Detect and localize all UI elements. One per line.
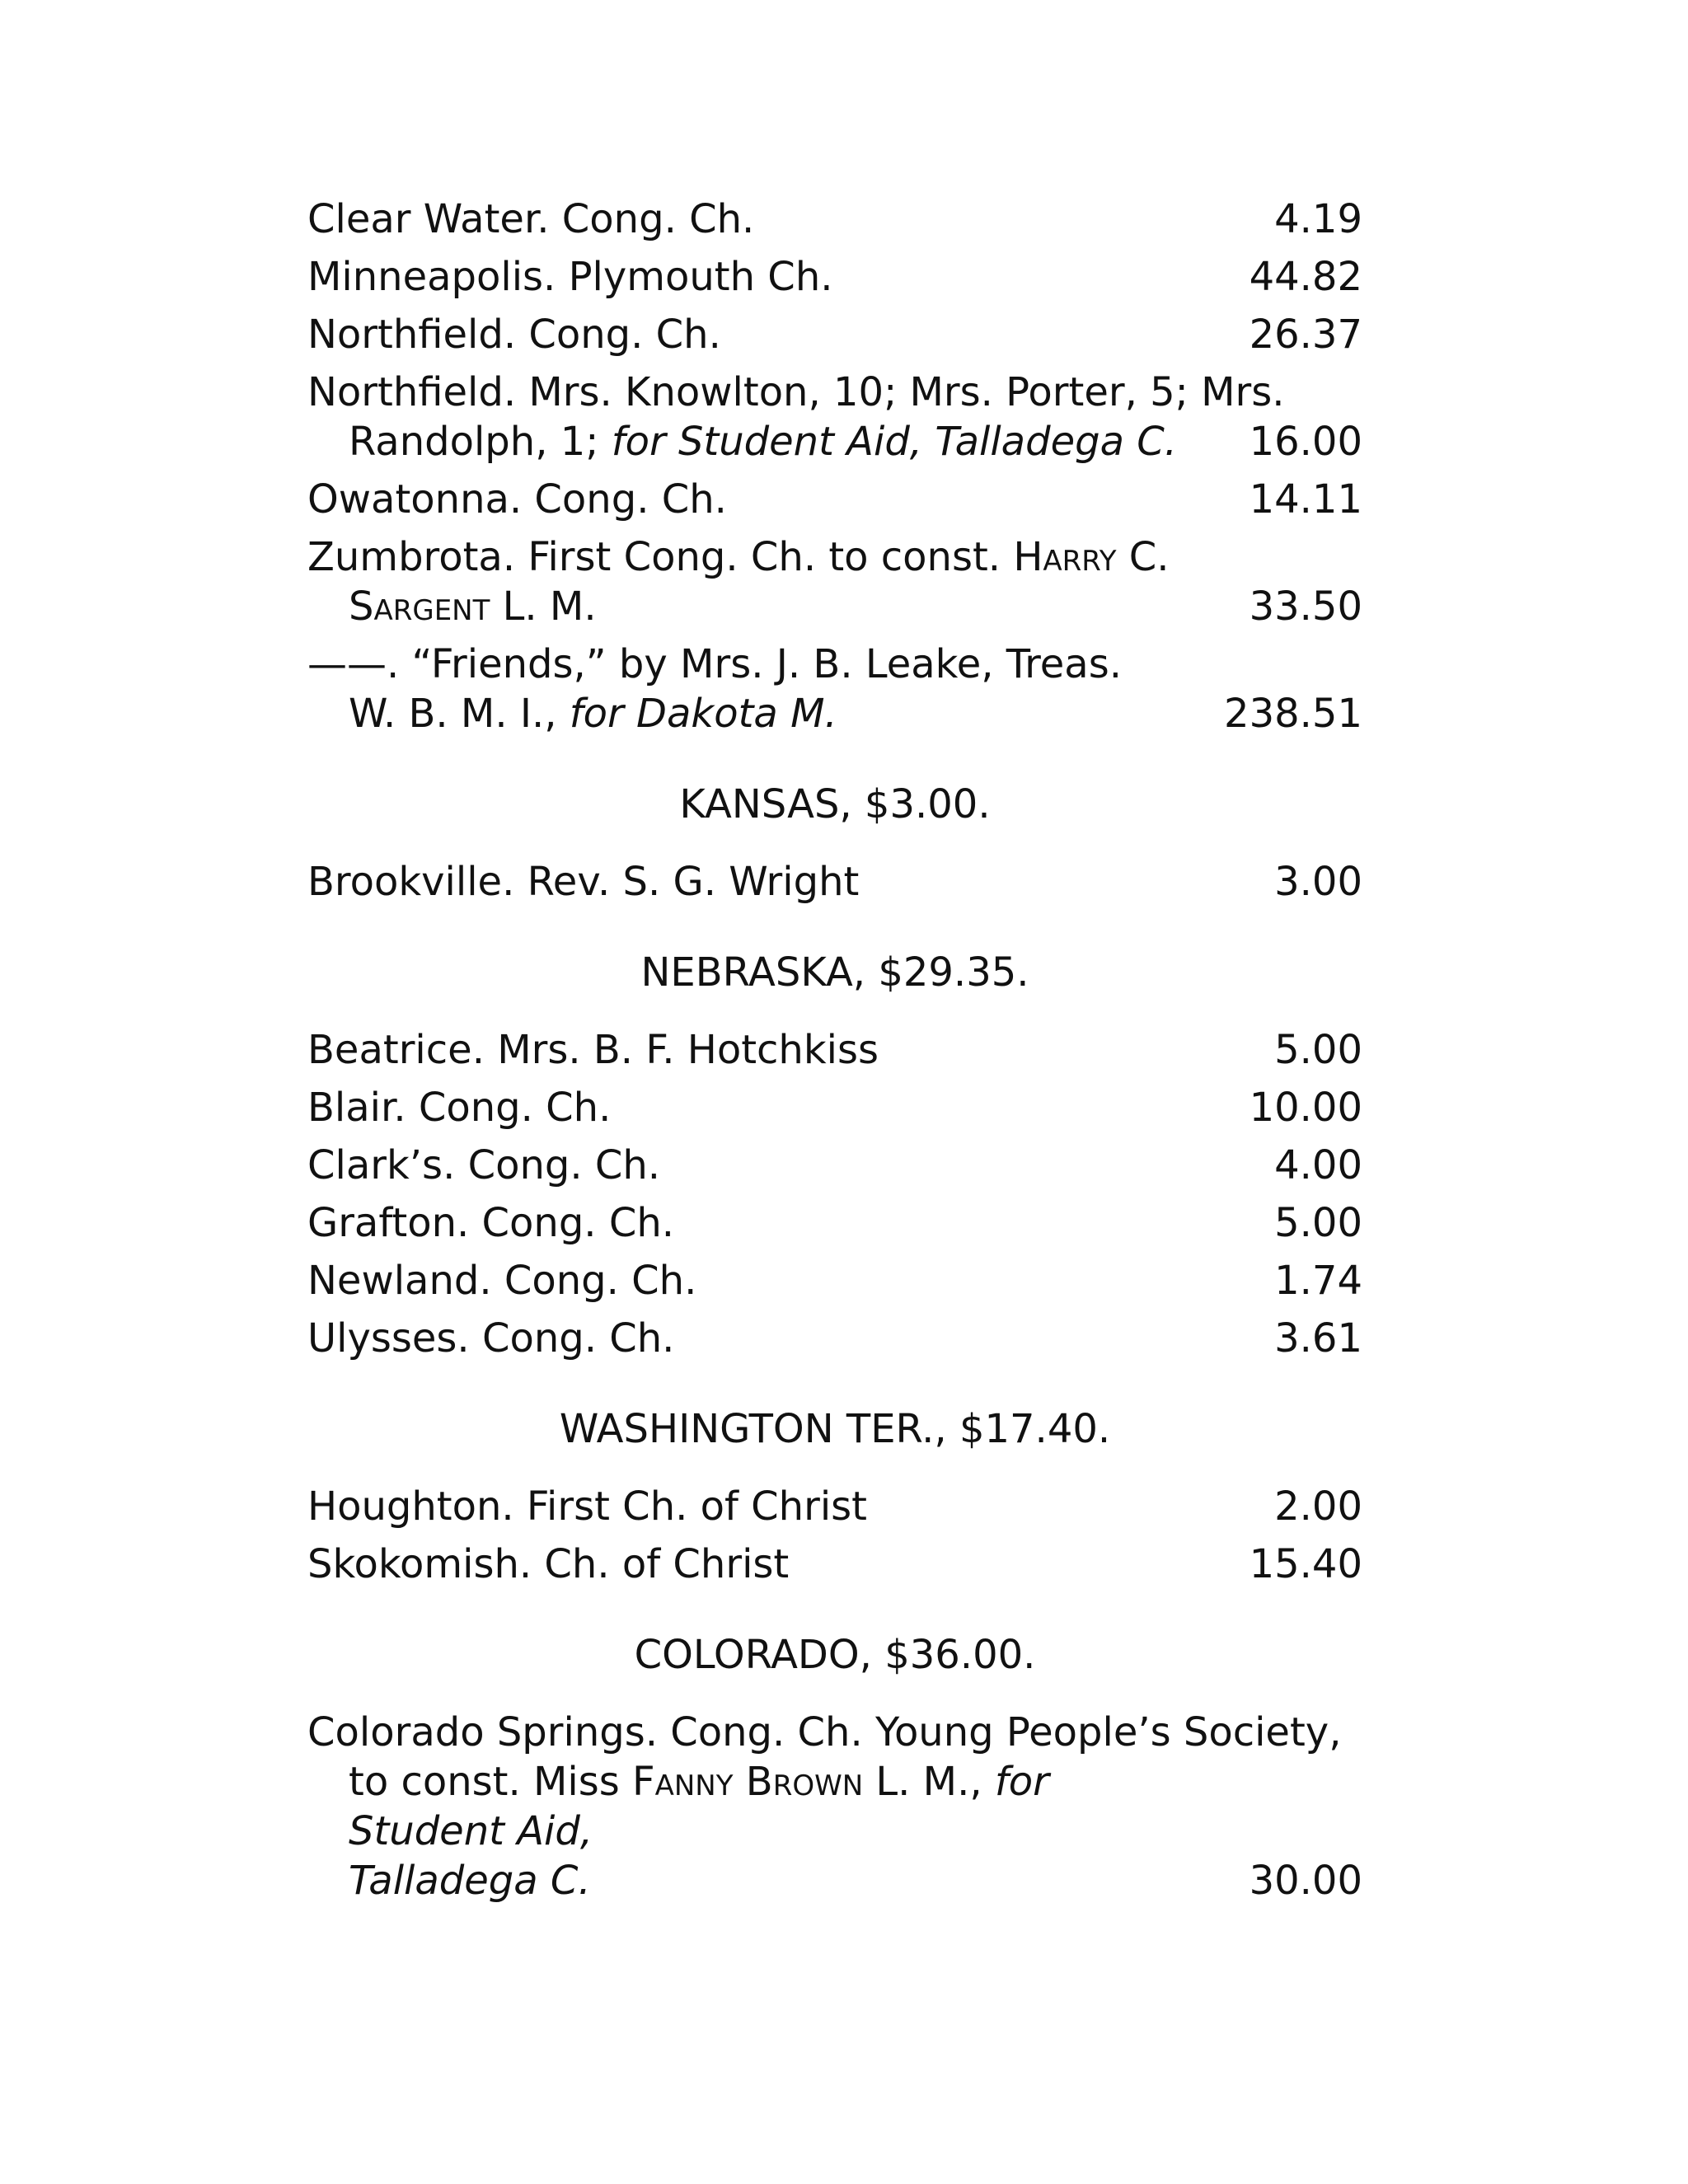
amount: 4.19 <box>1274 196 1362 242</box>
donor-text-plain: C. <box>1116 534 1170 580</box>
amount: 30.00 <box>1249 1858 1362 1904</box>
donor-text: Owatonna. Cong. Ch. <box>307 476 727 523</box>
donor-text: Brookville. Rev. S. G. Wright <box>307 859 860 905</box>
donor-purpose: for Student Aid, <box>349 1759 1049 1854</box>
donor-text-plain: L. M. <box>490 583 597 630</box>
amount: 26.37 <box>1249 312 1362 358</box>
donor-text-plain: Zumbrota. First Cong. Ch. to const. <box>307 534 1014 580</box>
list-item <box>307 475 1362 524</box>
amount: 5.00 <box>1274 1027 1362 1073</box>
list-item <box>307 1083 1362 1132</box>
donor-text-continuation <box>307 689 1214 738</box>
donor-text: Blair. Cong. Ch. <box>307 1085 612 1131</box>
list-item <box>307 857 1362 907</box>
donor-text: Minneapolis. Plymouth Ch. <box>307 254 833 300</box>
list-item <box>307 1141 1362 1190</box>
contributions-page <box>307 194 1362 1914</box>
list-item <box>307 1708 1362 1905</box>
donor-text: Skokomish. Ch. of Christ <box>307 1541 790 1587</box>
amount: 16.00 <box>1249 419 1362 465</box>
list-item <box>307 1198 1362 1248</box>
donor-text-continuation <box>307 417 1214 466</box>
donor-text: ——. “Friends,” by Mrs. J. B. Leake, Treas. <box>307 641 1122 687</box>
amount: 3.61 <box>1274 1315 1362 1361</box>
amount: 1.74 <box>1274 1258 1362 1304</box>
amount: 238.51 <box>1224 691 1362 737</box>
donor-purpose: for Dakota M. <box>569 691 837 737</box>
list-item <box>307 1314 1362 1363</box>
amount: 10.00 <box>1249 1085 1362 1131</box>
list-item <box>307 368 1362 466</box>
person-name: Sargent <box>349 583 490 630</box>
donor-purpose: for Student Aid, Talladega C. <box>611 419 1178 465</box>
amount: 44.82 <box>1249 254 1362 300</box>
donor-text: Colorado Springs. Cong. Ch. Young People’s Society, <box>307 1709 1342 1755</box>
section-heading-washington: WASHINGTON TER., $17.40. <box>559 1406 1111 1452</box>
donor-text: Northfield. Mrs. Knowlton, 10; Mrs. Porter, 5; Mrs. <box>307 369 1285 415</box>
list-item <box>307 532 1362 631</box>
amount: 3.00 <box>1274 859 1362 905</box>
list-item <box>307 252 1362 302</box>
donor-text: Grafton. Cong. Ch. <box>307 1200 675 1246</box>
donor-text-plain: Randolph, 1; <box>349 419 612 465</box>
section-heading-nebraska: NEBRASKA, $29.35. <box>640 949 1029 996</box>
list-item <box>307 1540 1362 1589</box>
donor-text-plain: to const. Miss <box>349 1759 632 1805</box>
donor-text: Newland. Cong. Ch. <box>307 1258 697 1304</box>
amount: 2.00 <box>1274 1483 1362 1530</box>
amount: 5.00 <box>1274 1200 1362 1246</box>
list-item <box>307 194 1362 244</box>
donor-text: Houghton. First Ch. of Christ <box>307 1483 867 1530</box>
donor-text-continuation <box>307 582 1214 631</box>
donor-text-continuation <box>307 1757 1214 1856</box>
donor-text: Clark’s. Cong. Ch. <box>307 1142 661 1188</box>
donor-text: Northfield. Cong. Ch. <box>307 312 721 358</box>
donor-text: Ulysses. Cong. Ch. <box>307 1315 675 1361</box>
person-name: Fanny Brown <box>632 1759 864 1805</box>
amount: 14.11 <box>1249 476 1362 523</box>
list-item <box>307 640 1362 738</box>
list-item <box>307 310 1362 359</box>
list-item <box>307 1482 1362 1531</box>
donor-text <box>307 534 1170 580</box>
amount: 33.50 <box>1249 583 1362 630</box>
amount: 4.00 <box>1274 1142 1362 1188</box>
donor-purpose: Talladega C. <box>349 1858 591 1904</box>
donor-text-plain: L. M., <box>863 1759 995 1805</box>
donor-text-plain: W. B. M. I., <box>349 691 570 737</box>
list-item <box>307 1256 1362 1305</box>
section-heading-kansas: KANSAS, $3.00. <box>679 781 991 827</box>
list-item <box>307 1025 1362 1075</box>
person-name: Harry <box>1013 534 1117 580</box>
section-heading-colorado: COLORADO, $36.00. <box>634 1632 1036 1678</box>
donor-text: Clear Water. Cong. Ch. <box>307 196 755 242</box>
donor-text: Beatrice. Mrs. B. F. Hotchkiss <box>307 1027 879 1073</box>
amount: 15.40 <box>1249 1541 1362 1587</box>
